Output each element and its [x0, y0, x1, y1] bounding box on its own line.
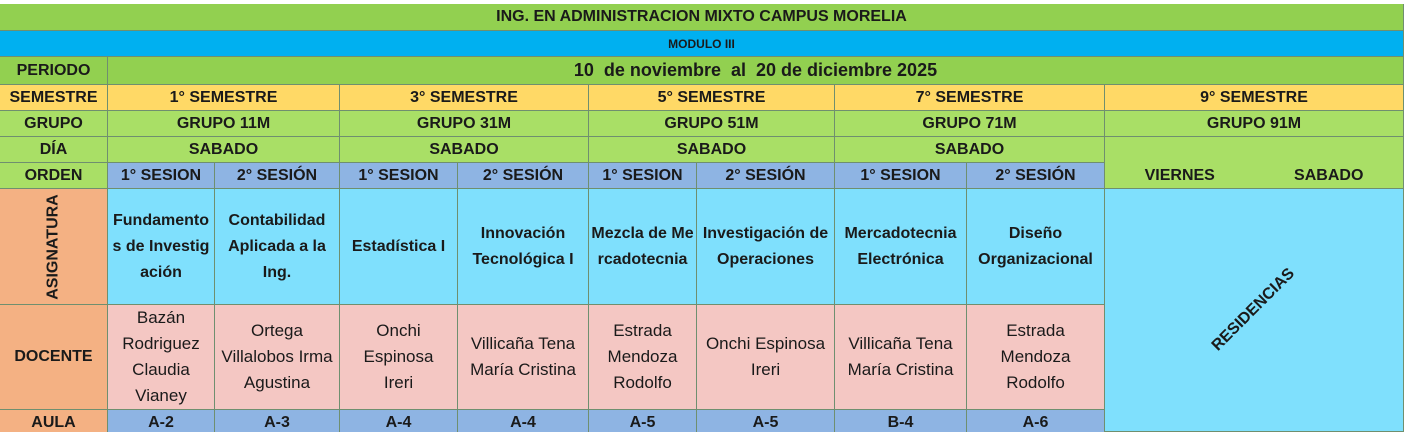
asignatura-label: ASIGNATURA: [44, 193, 62, 300]
session-2-teacher: Ortega Villalobos Irma Agustina: [221, 321, 333, 392]
session-3-orden: 1° SESION: [358, 166, 439, 184]
session-7-subject: Mercadotecnia Electrónica: [844, 224, 957, 268]
docente-label-cell[interactable]: [0, 305, 108, 410]
session-8-orden-cell[interactable]: [967, 163, 1105, 189]
semester-3-label: 3° SEMESTRE: [410, 88, 518, 106]
semester-1-label: 1° SEMESTRE: [169, 88, 278, 106]
module-label: MODULO III: [668, 36, 735, 51]
group-51m-label: GRUPO 51M: [664, 114, 759, 132]
semester-9-cell[interactable]: [1105, 85, 1404, 111]
session-1-teacher-cell[interactable]: [108, 305, 215, 410]
session-1-orden: 1° SESION: [120, 166, 202, 184]
session-7-teacher: Villicaña Tena María Cristina: [847, 334, 954, 379]
session-3-teacher: Onchi Espinosa Ireri: [363, 321, 434, 392]
session-3-orden-cell[interactable]: [340, 163, 458, 189]
day-7-label: SABADO: [934, 140, 1005, 158]
session-4-subject: Innovación Tecnológica I: [472, 224, 574, 268]
session-3-subject-cell[interactable]: [340, 189, 458, 305]
grupo-label: GRUPO: [24, 114, 83, 132]
semester-7-label: 7° SEMESTRE: [915, 88, 1024, 106]
session-5-room-cell[interactable]: [589, 410, 697, 432]
session-6-orden-cell[interactable]: [697, 163, 835, 189]
semester-9-label: 9° SEMESTRE: [1200, 88, 1308, 106]
group-71m-cell[interactable]: [835, 111, 1105, 137]
session-3-room-cell[interactable]: [340, 410, 458, 432]
session-2-teacher-cell[interactable]: [215, 305, 340, 410]
session-7-subject-cell[interactable]: [835, 189, 967, 305]
session-7-room: B-4: [887, 414, 914, 431]
residencias-label: RESIDENCIAS: [1208, 264, 1299, 355]
day-1-cell[interactable]: [108, 137, 340, 163]
group-31m-label: GRUPO 31M: [416, 114, 512, 132]
session-4-teacher-cell[interactable]: [458, 305, 589, 410]
group-11m-label: GRUPO 11M: [176, 114, 271, 132]
session-6-room: A-5: [752, 414, 779, 431]
session-5-teacher: Estrada Mendoza Rodolfo: [607, 321, 678, 392]
session-6-subject-cell[interactable]: [697, 189, 835, 305]
session-8-orden: 2° SESIÓN: [995, 166, 1076, 184]
docente-label: DOCENTE: [14, 348, 93, 365]
title-cell[interactable]: [0, 4, 1404, 31]
group-51m-cell[interactable]: [589, 111, 835, 137]
residencias-cell[interactable]: [1105, 189, 1404, 432]
session-1-subject-cell[interactable]: [108, 189, 215, 305]
session-6-subject: Investigación de Operaciones: [702, 224, 829, 268]
group-11m-cell[interactable]: [108, 111, 340, 137]
orden-label-cell[interactable]: [0, 163, 108, 189]
semester-5-label: 5° SEMESTRE: [657, 88, 766, 106]
session-4-subject-cell[interactable]: [458, 189, 589, 305]
session-6-room-cell[interactable]: [697, 410, 835, 432]
session-8-subject: Diseño Organizacional: [978, 224, 1093, 268]
session-5-subject-cell[interactable]: [589, 189, 697, 305]
group-31m-cell[interactable]: [340, 111, 589, 137]
semester-7-cell[interactable]: [835, 85, 1105, 111]
session-6-orden: 2° SESIÓN: [725, 166, 806, 184]
periodo-label-cell[interactable]: [0, 57, 108, 85]
session-2-subject: Contabilidad Aplicada a la Ing.: [228, 211, 326, 281]
session-7-room-cell[interactable]: [835, 410, 967, 432]
page-title: ING. EN ADMINISTRACION MIXTO CAMPUS MORELIA: [496, 8, 907, 25]
session-7-orden: 1° SESION: [860, 166, 941, 184]
session-6-teacher: Onchi Espinosa Ireri: [705, 334, 826, 379]
session-7-orden-cell[interactable]: [835, 163, 967, 189]
dia-label-cell[interactable]: [0, 137, 108, 163]
session-5-subject: Mezcla de Mercadotecnia: [591, 224, 694, 268]
ninth-sabado-label: SABADO: [1294, 167, 1364, 184]
session-5-room: A-5: [629, 414, 656, 431]
aula-label-cell[interactable]: [0, 410, 108, 432]
session-3-room: A-4: [385, 414, 412, 431]
day-5-cell[interactable]: [589, 137, 835, 163]
session-2-subject-cell[interactable]: [215, 189, 340, 305]
dia-label: DÍA: [39, 140, 68, 158]
ninth-viernes-label: VIERNES: [1144, 167, 1215, 184]
periodo-value-cell[interactable]: [108, 57, 1404, 85]
session-8-teacher: Estrada Mendoza Rodolfo: [1000, 321, 1071, 392]
group-91m-cell[interactable]: [1105, 111, 1404, 137]
session-8-teacher-cell[interactable]: [967, 305, 1105, 410]
session-4-room-cell[interactable]: [458, 410, 589, 432]
session-5-orden-cell[interactable]: [589, 163, 697, 189]
semestre-label-cell[interactable]: [0, 85, 108, 111]
group-71m-label: GRUPO 71M: [922, 114, 1017, 132]
session-2-room: A-3: [264, 414, 290, 431]
session-7-teacher-cell[interactable]: [835, 305, 967, 410]
session-4-room: A-4: [510, 414, 536, 431]
day-3-label: SABADO: [429, 140, 499, 158]
session-2-orden-cell[interactable]: [215, 163, 340, 189]
periodo-value: 10 de noviembre al 20 de diciembre 2025: [573, 60, 938, 80]
session-1-room-cell[interactable]: [108, 410, 215, 432]
semester-3-cell[interactable]: [340, 85, 589, 111]
session-1-room: A-2: [148, 414, 174, 431]
orden-label: ORDEN: [24, 166, 83, 184]
session-5-orden: 1° SESION: [602, 166, 683, 184]
session-8-room: A-6: [1022, 414, 1049, 431]
session-3-teacher-cell[interactable]: [340, 305, 458, 410]
module-cell[interactable]: [0, 31, 1404, 57]
grupo-label-cell[interactable]: [0, 111, 108, 137]
session-5-teacher-cell[interactable]: [589, 305, 697, 410]
session-8-subject-cell[interactable]: [967, 189, 1105, 305]
session-3-subject: Estadística I: [351, 237, 446, 255]
day-1-label: SABADO: [188, 140, 259, 158]
session-4-orden: 2° SESIÓN: [482, 166, 564, 184]
session-4-orden-cell[interactable]: [458, 163, 589, 189]
session-1-orden-cell[interactable]: [108, 163, 215, 189]
day-7-cell[interactable]: [835, 137, 1105, 163]
semester-5-cell[interactable]: [589, 85, 835, 111]
session-4-teacher: Villicaña Tena María Cristina: [470, 334, 576, 379]
session-6-teacher-cell[interactable]: [697, 305, 835, 410]
periodo-label: PERIODO: [16, 61, 91, 79]
asignatura-label-cell[interactable]: [0, 189, 108, 305]
session-2-room-cell[interactable]: [215, 410, 340, 432]
day-3-cell[interactable]: [340, 137, 589, 163]
ninth-day-cell[interactable]: [1105, 137, 1404, 189]
session-2-orden: 2° SESIÓN: [236, 166, 318, 184]
semestre-label: SEMESTRE: [9, 88, 98, 106]
session-1-subject: Fundamentos de Investigación: [112, 211, 210, 281]
day-5-label: SABADO: [676, 140, 747, 158]
semester-1-cell[interactable]: [108, 85, 340, 111]
aula-label: AULA: [31, 414, 76, 431]
session-8-room-cell[interactable]: [967, 410, 1105, 432]
session-1-teacher: Bazán Rodriguez Claudia Vianey: [122, 308, 200, 405]
group-91m-label: GRUPO 91M: [1206, 114, 1302, 132]
